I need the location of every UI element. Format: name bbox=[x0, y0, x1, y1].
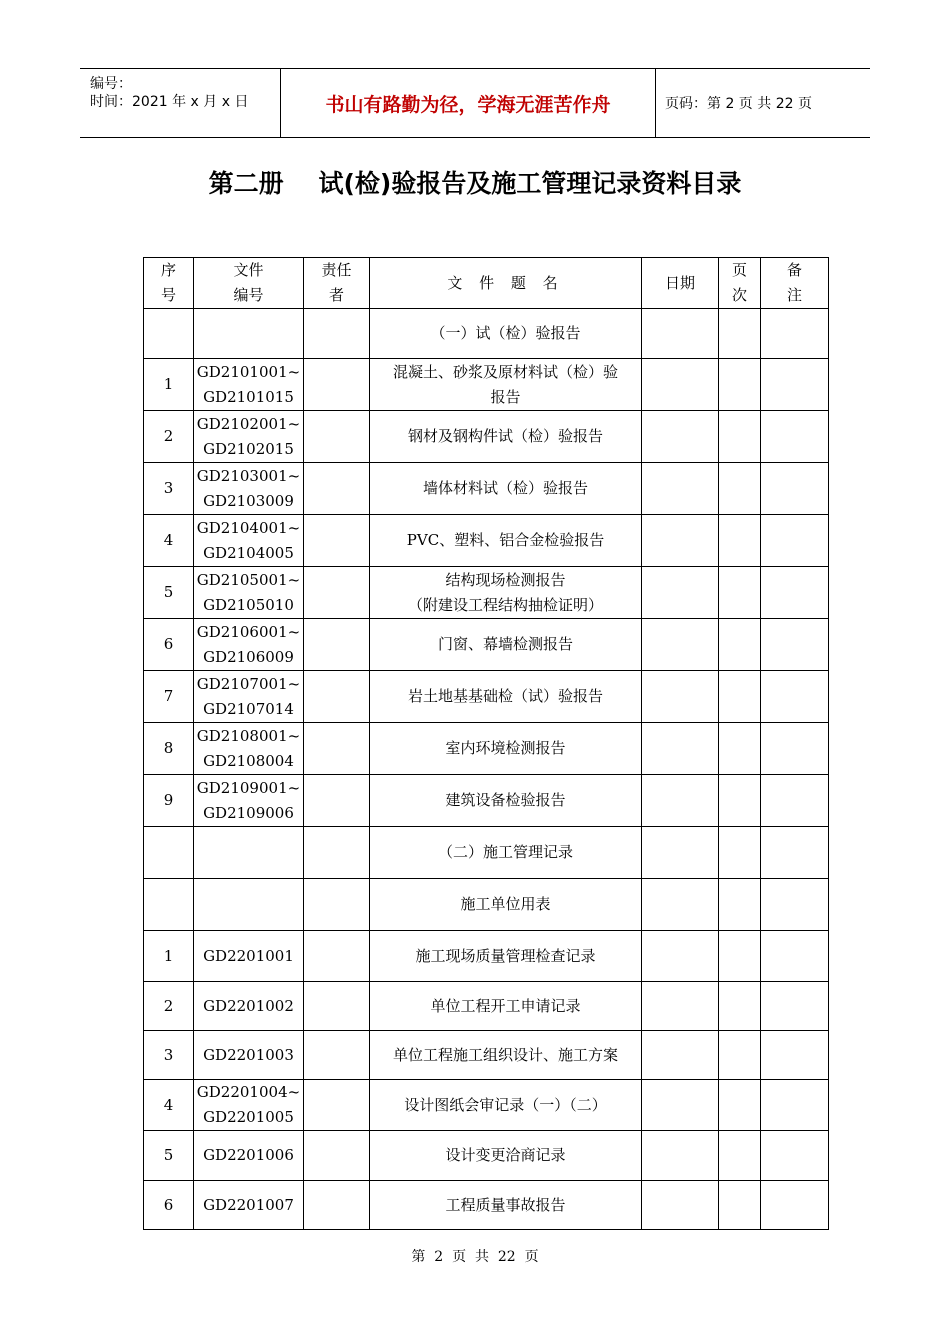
table-row bbox=[144, 775, 829, 827]
cell-owner bbox=[304, 309, 370, 359]
cell-owner bbox=[304, 463, 370, 515]
header-page-cell bbox=[655, 69, 870, 137]
cell-date bbox=[642, 1181, 719, 1230]
cell-pages bbox=[719, 1131, 761, 1181]
cell-note bbox=[761, 411, 829, 463]
document-title: 第二册 试(检)验报告及施工管理记录资料目录 bbox=[208, 169, 742, 198]
document-number-label: 编号： bbox=[90, 76, 132, 92]
column-header-pages: 页 次 bbox=[719, 258, 761, 309]
cell-pages bbox=[719, 411, 761, 463]
cell-title: PVC、塑料、铝合金检验报告 bbox=[370, 515, 642, 567]
cell-pages bbox=[719, 515, 761, 567]
table-row bbox=[144, 671, 829, 723]
cell-seq: 8 bbox=[144, 723, 194, 775]
table-row bbox=[144, 1031, 829, 1080]
cell-seq: 4 bbox=[144, 1080, 194, 1131]
cell-title: 施工现场质量管理检查记录 bbox=[370, 931, 642, 982]
header-page-info: 页码：第 2 页 共 22 页 bbox=[665, 96, 812, 112]
header-meta bbox=[80, 69, 280, 137]
cell-code: GD2201002 bbox=[194, 982, 304, 1031]
cell-owner bbox=[304, 1181, 370, 1230]
cell-owner bbox=[304, 931, 370, 982]
cell-date bbox=[642, 1131, 719, 1181]
cell-date bbox=[642, 723, 719, 775]
cell-title: （一）试（检）验报告 bbox=[370, 309, 642, 359]
cell-owner bbox=[304, 1031, 370, 1080]
cell-code: GD2201007 bbox=[194, 1181, 304, 1230]
column-header-note: 备 注 bbox=[761, 258, 829, 309]
cell-note bbox=[761, 515, 829, 567]
cell-date bbox=[642, 879, 719, 931]
cell-title: 设计变更洽商记录 bbox=[370, 1131, 642, 1181]
cell-owner bbox=[304, 1080, 370, 1131]
cell-owner bbox=[304, 879, 370, 931]
cell-pages bbox=[719, 931, 761, 982]
cell-seq: 5 bbox=[144, 1131, 194, 1181]
cell-seq: 9 bbox=[144, 775, 194, 827]
cell-date bbox=[642, 1080, 719, 1131]
cell-title: 施工单位用表 bbox=[370, 879, 642, 931]
cell-note bbox=[761, 931, 829, 982]
cell-code: GD2105001~ GD2105010 bbox=[194, 567, 304, 619]
cell-date bbox=[642, 982, 719, 1031]
cell-code: GD2106001~ GD2106009 bbox=[194, 619, 304, 671]
cell-note bbox=[761, 309, 829, 359]
cell-title: 单位工程施工组织设计、施工方案 bbox=[370, 1031, 642, 1080]
cell-pages bbox=[719, 359, 761, 411]
cell-seq: 7 bbox=[144, 671, 194, 723]
cell-title: （二）施工管理记录 bbox=[370, 827, 642, 879]
cell-date bbox=[642, 359, 719, 411]
table-row bbox=[144, 1131, 829, 1181]
cell-seq: 1 bbox=[144, 931, 194, 982]
cell-title: 钢材及钢构件试（检）验报告 bbox=[370, 411, 642, 463]
cell-owner bbox=[304, 411, 370, 463]
cell-title: 单位工程开工申请记录 bbox=[370, 982, 642, 1031]
table-row bbox=[144, 463, 829, 515]
cell-owner bbox=[304, 359, 370, 411]
table-row bbox=[144, 723, 829, 775]
cell-seq bbox=[144, 309, 194, 359]
cell-date bbox=[642, 515, 719, 567]
cell-title: 室内环境检测报告 bbox=[370, 723, 642, 775]
cell-note bbox=[761, 775, 829, 827]
page-footer: 第 2 页 共 22 页 bbox=[411, 1249, 539, 1265]
table-row bbox=[144, 619, 829, 671]
cell-seq bbox=[144, 827, 194, 879]
cell-date bbox=[642, 931, 719, 982]
cell-seq: 5 bbox=[144, 567, 194, 619]
cell-code: GD2108001~ GD2108004 bbox=[194, 723, 304, 775]
cell-owner bbox=[304, 1131, 370, 1181]
cell-note bbox=[761, 879, 829, 931]
table-header-row bbox=[144, 258, 829, 309]
cell-owner bbox=[304, 567, 370, 619]
cell-note bbox=[761, 723, 829, 775]
cell-date bbox=[642, 619, 719, 671]
cell-date bbox=[642, 463, 719, 515]
table-row bbox=[144, 359, 829, 411]
cell-code: GD2107001~ GD2107014 bbox=[194, 671, 304, 723]
cell-owner bbox=[304, 671, 370, 723]
cell-title: 岩土地基基础检（试）验报告 bbox=[370, 671, 642, 723]
cell-note bbox=[761, 671, 829, 723]
cell-owner bbox=[304, 982, 370, 1031]
cell-date bbox=[642, 671, 719, 723]
column-header-code: 文件 编号 bbox=[194, 258, 304, 309]
catalog-table bbox=[143, 257, 829, 1230]
cell-pages bbox=[719, 463, 761, 515]
cell-seq: 6 bbox=[144, 1181, 194, 1230]
cell-pages bbox=[719, 567, 761, 619]
cell-pages bbox=[719, 671, 761, 723]
cell-note bbox=[761, 567, 829, 619]
cell-date bbox=[642, 1031, 719, 1080]
cell-code: GD2201003 bbox=[194, 1031, 304, 1080]
cell-pages bbox=[719, 775, 761, 827]
cell-title: 混凝土、砂浆及原材料试（检）验 报告 bbox=[370, 359, 642, 411]
cell-code: GD2104001~ GD2104005 bbox=[194, 515, 304, 567]
table-row bbox=[144, 1080, 829, 1131]
cell-code bbox=[194, 309, 304, 359]
cell-pages bbox=[719, 1031, 761, 1080]
cell-seq: 2 bbox=[144, 982, 194, 1031]
cell-pages bbox=[719, 619, 761, 671]
page-header bbox=[80, 68, 870, 138]
cell-date bbox=[642, 411, 719, 463]
cell-note bbox=[761, 1080, 829, 1131]
table-row bbox=[144, 411, 829, 463]
cell-code: GD2201006 bbox=[194, 1131, 304, 1181]
table-row bbox=[144, 931, 829, 982]
cell-code bbox=[194, 879, 304, 931]
cell-pages bbox=[719, 879, 761, 931]
cell-note bbox=[761, 359, 829, 411]
cell-code: GD2109001~ GD2109006 bbox=[194, 775, 304, 827]
cell-seq bbox=[144, 879, 194, 931]
cell-date bbox=[642, 827, 719, 879]
column-header-date: 日期 bbox=[642, 258, 719, 309]
cell-title: 门窗、幕墙检测报告 bbox=[370, 619, 642, 671]
cell-code bbox=[194, 827, 304, 879]
cell-title: 结构现场检测报告 （附建设工程结构抽检证明） bbox=[370, 567, 642, 619]
cell-seq: 2 bbox=[144, 411, 194, 463]
table-row bbox=[144, 567, 829, 619]
cell-note bbox=[761, 1031, 829, 1080]
table-row bbox=[144, 515, 829, 567]
cell-note bbox=[761, 463, 829, 515]
cell-owner bbox=[304, 723, 370, 775]
table-row bbox=[144, 309, 829, 359]
cell-owner bbox=[304, 827, 370, 879]
cell-code: GD2101001~ GD2101015 bbox=[194, 359, 304, 411]
cell-pages bbox=[719, 1181, 761, 1230]
cell-owner bbox=[304, 619, 370, 671]
header-motto: 书山有路勤为径，学海无涯苦作舟 bbox=[325, 93, 611, 116]
cell-owner bbox=[304, 515, 370, 567]
table-row bbox=[144, 879, 829, 931]
cell-pages bbox=[719, 309, 761, 359]
cell-seq: 6 bbox=[144, 619, 194, 671]
cell-note bbox=[761, 1181, 829, 1230]
cell-code: GD2102001~ GD2102015 bbox=[194, 411, 304, 463]
document-date: 时间：2021 年 x 月 x 日 bbox=[90, 94, 249, 110]
cell-date bbox=[642, 567, 719, 619]
cell-pages bbox=[719, 1080, 761, 1131]
cell-seq: 3 bbox=[144, 1031, 194, 1080]
cell-owner bbox=[304, 775, 370, 827]
cell-pages bbox=[719, 827, 761, 879]
cell-note bbox=[761, 1131, 829, 1181]
header-motto-cell bbox=[280, 69, 656, 137]
cell-seq: 1 bbox=[144, 359, 194, 411]
table-row bbox=[144, 827, 829, 879]
cell-pages bbox=[719, 723, 761, 775]
cell-code: GD2103001~ GD2103009 bbox=[194, 463, 304, 515]
cell-title: 设计图纸会审记录（一）（二） bbox=[370, 1080, 642, 1131]
column-header-seq: 序 号 bbox=[144, 258, 194, 309]
cell-seq: 4 bbox=[144, 515, 194, 567]
table-row bbox=[144, 982, 829, 1031]
table-row bbox=[144, 1181, 829, 1230]
cell-seq: 3 bbox=[144, 463, 194, 515]
cell-note bbox=[761, 619, 829, 671]
cell-pages bbox=[719, 982, 761, 1031]
cell-note bbox=[761, 982, 829, 1031]
cell-title: 工程质量事故报告 bbox=[370, 1181, 642, 1230]
cell-code: GD2201004~ GD2201005 bbox=[194, 1080, 304, 1131]
cell-date bbox=[642, 309, 719, 359]
cell-code: GD2201001 bbox=[194, 931, 304, 982]
column-header-title: 文 件 题 名 bbox=[370, 258, 642, 309]
column-header-owner: 责任 者 bbox=[304, 258, 370, 309]
cell-note bbox=[761, 827, 829, 879]
cell-title: 墙体材料试（检）验报告 bbox=[370, 463, 642, 515]
cell-date bbox=[642, 775, 719, 827]
cell-title: 建筑设备检验报告 bbox=[370, 775, 642, 827]
